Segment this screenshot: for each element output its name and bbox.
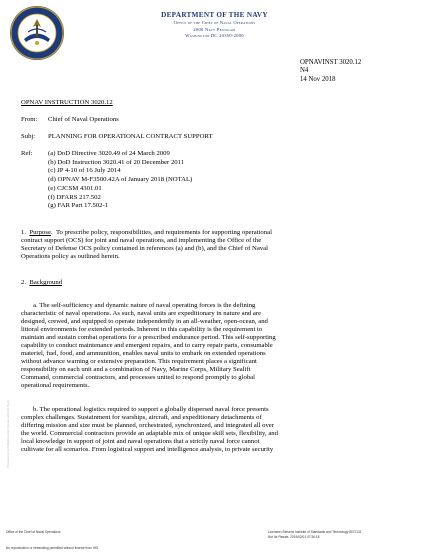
paragraph-line: Command, commercial contractors, and processes united to respond promptly to global <box>21 374 256 382</box>
paragraph-line: operational requirements. <box>21 382 90 390</box>
purpose-line: Secretary of Defense OCS policy contained in references (a) and (b), and the Chief of Naval <box>21 245 268 253</box>
side-watermark: Provided by IHS Markit under license with US Navy <box>6 400 10 469</box>
background-paragraph-a <box>21 302 416 391</box>
subject-value: PLANNING FOR OPERATIONAL CONTRACT SUPPORT <box>48 133 213 140</box>
city-line: Washington DC 20350-2000 <box>185 33 244 38</box>
purpose-heading: Purpose <box>29 229 51 236</box>
footer-right-line-1: Licensee=Stevens Institute of Standards and Technology 8072131 <box>268 530 362 534</box>
reference-item: (g) FAR Part 17.502-1 <box>48 202 109 210</box>
paragraph-line: capability to conduct maintenance and emergent repairs, and to carry repair parts, consumable <box>21 342 273 350</box>
reference-item: (f) DFARS 217.502 <box>48 193 101 201</box>
background-heading: Background <box>29 279 63 286</box>
paragraph-line: maintain and sustain combat operations for a prescribed endurance period. This self-supporting <box>21 334 276 342</box>
instruction-title: OPNAV INSTRUCTION 3020.12 <box>21 99 113 106</box>
paragraph-line: responsibility on each unit and a combination of Navy, Marine Corps, Military Sealift <box>21 366 251 374</box>
background-heading-row <box>21 279 62 287</box>
office-heading: Office of the Chief of Naval Operations <box>173 20 256 25</box>
paragraph-line: cultivate for all scenarios. From logistical support and intelligence analysis, to private security <box>21 446 274 454</box>
from-value: Chief of Naval Operations <box>48 116 119 123</box>
paragraph-line: b. The operational logistics required to support a globally dispersed naval force presents <box>33 406 269 413</box>
from-label: From: <box>21 116 38 123</box>
issue-date: 14 Nov 2018 <box>300 75 336 83</box>
references-label: Ref: <box>21 150 33 157</box>
background-number: 2. <box>21 279 27 286</box>
purpose-paragraph: 1. Purpose. To prescribe policy, responsibilities, and requirements for supporting operational contract support (OCS) for joint and naval operations, and implementing the Office of the Secretary of Defense OCS policy contained in references (a) and (b), and the Chief of Naval Operations policy as outlined herein. <box>21 229 416 261</box>
footer-right-line-2: Not for Resale, 2019/02/01 07:36:18 <box>268 535 320 539</box>
paragraph-line: local knowledge in support of joint and naval operations that a strictly naval force cannot <box>21 438 260 446</box>
address-line: 2000 Navy Pentagon <box>193 26 236 32</box>
paragraph-line: littoral environments for extended periods. Inherent in this capability is the requirement to <box>21 326 263 334</box>
paragraph-line: a. The self-sufficiency and dynamic nature of naval operating forces is the defining <box>33 302 256 309</box>
paragraph-line: the world. Commercial contractors provide an adaptable mix of unique skill sets, flexibility, and <box>21 430 278 438</box>
footer-left-line-2: No reproduction or networking permitted without license from IHS <box>6 546 99 550</box>
paragraph-line: differing mission and size must be planned, orchestrated, synchronized, and integrated all over <box>21 422 274 430</box>
purpose-line: contract support (OCS) for joint and naval operations, and implementing the Office of the <box>21 237 262 245</box>
paragraph-line: characteristic of naval operations. As such, naval units are expeditionary in nature and are <box>21 310 262 318</box>
subject-label: Subj: <box>21 133 36 140</box>
paragraph-line: complex challenges. Sustainment for warships, aircraft, and expeditionary detachments of <box>21 414 262 422</box>
purpose-number: 1. <box>21 229 27 236</box>
reference-item: (e) CJCSM 4301.01 <box>48 184 102 192</box>
instruction-reference-block <box>300 59 361 84</box>
footer-left-line-1: Office of the Chief of Naval Operations <box>6 530 61 534</box>
background-paragraph-b <box>21 406 416 454</box>
office-code: N4 <box>300 67 309 75</box>
reference-item: (b) DoD Instruction 3020.41 of 20 December 2011 <box>48 158 185 166</box>
references-list <box>48 150 192 211</box>
reference-item: (c) JP 4-10 of 16 July 2014 <box>48 167 121 175</box>
purpose-line: To prescribe policy, responsibilities, and requirements for supporting operational <box>55 229 272 236</box>
paragraph-line: designed, crewed, and equipped to operate independently in an all-weather, open-ocean, and <box>21 318 268 326</box>
paragraph-line: without advance warning or extensive preparation. This requirement places a significant <box>21 358 257 366</box>
reference-item: (a) DoD Directive 3020.49 of 24 March 2009 <box>48 150 170 157</box>
instruction-number: OPNAVINST 3020.12 <box>300 59 362 66</box>
paragraph-line: materiel, fuel, food, and ammunition, enables naval units to embark on extended operations <box>21 350 266 358</box>
reference-item: (d) OPNAV M-F3500.42A of January 2018 (NOTAL) <box>48 176 193 184</box>
department-heading: DEPARTMENT OF THE NAVY <box>161 11 268 19</box>
purpose-line: Operations policy as outlined herein. <box>21 253 120 261</box>
